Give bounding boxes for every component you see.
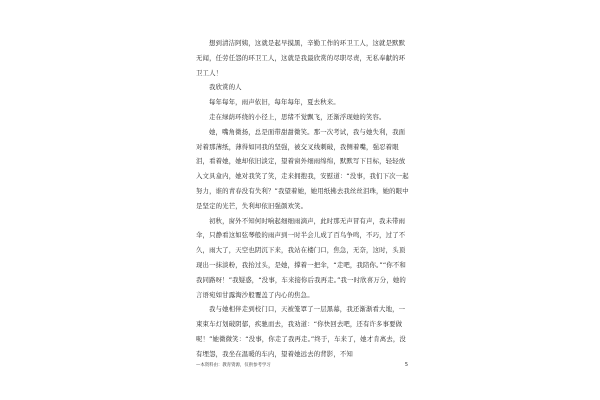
- paragraph-exam-story: 她，嘴角微扬，总是面带甜甜微笑。那一次考试，我与她失利，我面对着那薄纸，薄得如同我的坚强，被交叉线刺破，我侧着嘴，强忍着眼泪，看着她，她却依旧淡定，望着窗外细雨绵绵，默默写下目标，轻轻放入文具盒内，她对我笑了笑，走来拥抱我，安慰道：“没事，我们下次一起努力，谁的青春没有失利？”我望着她，她用纸拂去我丝丝泪珠，她的眼中是坚定的光芒，失利却依旧强颜欢笑。: [196, 127, 409, 210]
- paragraph-intro: 走在绿荫环绕的小径上，思绪不觉飘飞，还渐浮现她的笑容。: [209, 112, 386, 121]
- footer-note: —本资料由：教育资源，仅供参考学习: [196, 363, 271, 368]
- paragraph-opening-line: 每年每年，雨声依旧，每年每年，夏去秋来。: [209, 98, 340, 107]
- paragraph-conclusion: 想到清洁阿姨，这就是起早摸黑，辛勤工作的环卫工人，这就是默默无闻，任劳任怨的环卫工人，这就是我最欣赏的尽职尽责，无私奉献的环卫工人！: [196, 39, 406, 77]
- body-text: [196, 36, 410, 362]
- essay-title: 我欣赏的人: [209, 83, 242, 92]
- paragraph-rain-story: 初秋，窗外不知何时响起细细雨滴声，此时那无声冒有声，我未带雨伞，只静看这如弦琴般的雨声到一时半会儿成了百鸟争鸣，不巧，过了不久，雨大了，天空也阴沉下来，我站在楼门口，焦急，无奈，这时，头顶现出一抹淡粉，我抬过头，是她，撑着一把伞，“走吧，我陪你。”“你不和我同路呀！”我疑惑，“没事，车来接你后我再走。”我一时欣喜万分，她的言语宛如甘露淘沙般覆盖了内心的焦急。: [196, 216, 406, 299]
- page-number: 5: [404, 362, 408, 368]
- page-footer: [196, 362, 408, 372]
- paragraph-walk-story: 我与她相伴走到校门口，天被笼罩了一层黑幕，我还渐渐看大地，一束束车灯划破阴郁，疾驰而去，我劝道：“你快回去吧，还有许多事要做呢！”她微微笑：“没事，你走了我再走。”终于，车来了，她才肯离去，没有埋怨，我坐在温暖的车内，望着她远去的背影，不知: [196, 305, 406, 358]
